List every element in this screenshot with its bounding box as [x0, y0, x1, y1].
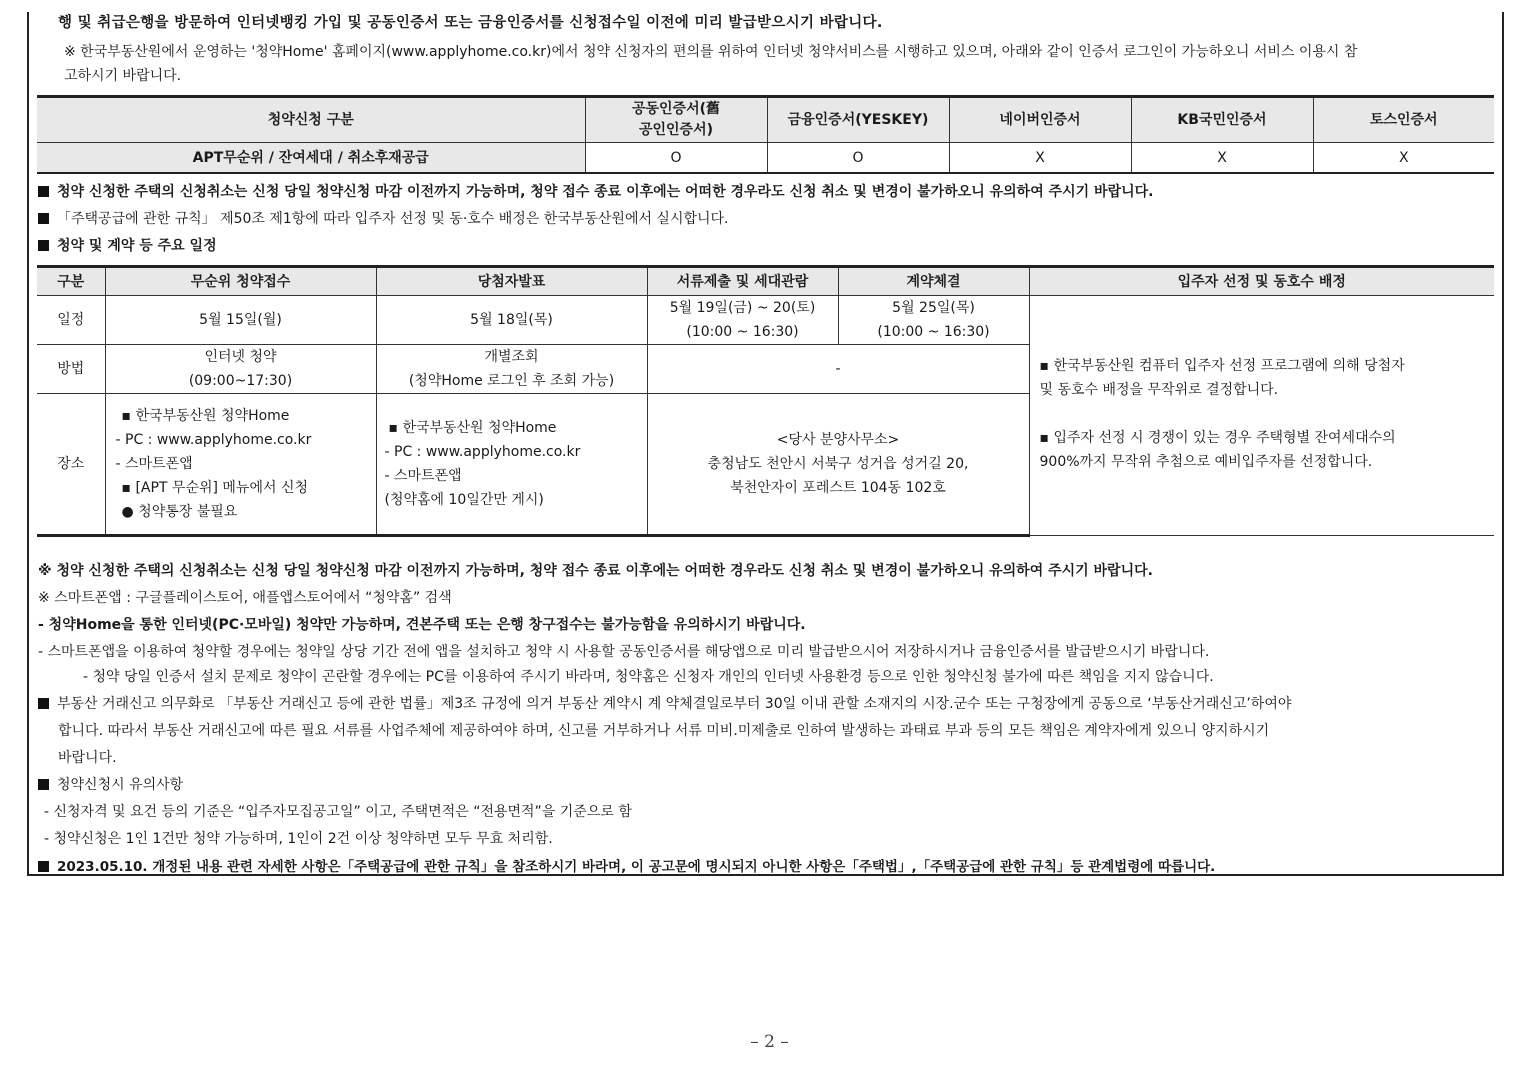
cert-header-joint	[585, 97, 767, 143]
bottom-note-12	[38, 857, 1215, 877]
schedule-header-selection: 입주자 선정 및 동호수 배정	[1029, 267, 1494, 296]
bottom-note-6	[38, 694, 1291, 714]
intro-line-1	[58, 13, 883, 33]
date-contract	[838, 296, 1029, 345]
cert-header-category: 청약신청 구분	[37, 97, 585, 143]
schedule-heading	[38, 236, 217, 256]
method-application-line2: (09:00~17:30)	[188, 373, 293, 389]
bottom-note-7: 합니다. 따라서 부동산 거래신고에 따른 필요 서류를 사업주체에 제공하여야 하며, 신고를 거부하거나 서류 미비.미제출로 인하여 발생하는 과태료 부과 등의 모든 책임은 계약자에게 있으니 양지하시기	[58, 723, 1270, 739]
bottom-note-6-text: 부동산 거래신고 의무화로 「부동산 거래신고 등에 관한 법률」제3조 규정에 의거 부동산 계약시 계 약체결일로부터 30일 이내 관할 소재지의 시장.군수 또는 구청장에게 공동으로 ‘부동산거래신고’하여야	[57, 696, 1292, 712]
place-announcement-line4: (청약홈에 10일간만 게시)	[384, 492, 544, 508]
cert-value-financial: O	[767, 143, 949, 174]
intro-line-3: 고하시기 바랍니다.	[64, 68, 182, 84]
notice-rule	[38, 209, 729, 229]
place-application-line2: - PC : www.applyhome.co.kr	[115, 432, 312, 448]
schedule-header-contract: 계약체결	[838, 267, 1029, 296]
certificate-table	[37, 95, 1494, 174]
schedule-row-date	[37, 296, 1494, 345]
square-bullet-icon	[38, 186, 49, 197]
place-application-line5: ● 청약통장 불필요	[121, 504, 238, 520]
cert-header-kb: KB국민인증서	[1131, 97, 1313, 143]
bottom-note-10: - 신청자격 및 요건 등의 기준은 “입주자모집공고일” 이고, 주택면적은 “전용면적”을 기준으로 함	[44, 804, 632, 820]
place-office-line1: <당사 분양사무소>	[776, 432, 900, 448]
bottom-note-4: - 스마트폰앱을 이용하여 청약할 경우에는 청약일 상당 기간 전에 앱을 설치하고 청약 시 사용할 공동인증서를 해당앱으로 미리 발급받으시어 저장하시거나 금융인증서를 발급받으시기 바랍니다.	[38, 644, 1210, 660]
selection-para1-line1: ▪ 한국부동산원 컴퓨터 입주자 선정 프로그램에 의해 당첨자	[1039, 358, 1405, 374]
cert-value-naver: X	[949, 143, 1131, 174]
notice-rule-text: 「주택공급에 관한 규칙」 제50조 제1항에 따라 입주자 선정 및 동·호수 배정은 한국부동산원에서 실시합니다.	[57, 211, 729, 227]
cert-row-label: APT무순위 / 잔여세대 / 취소후재공급	[37, 143, 585, 174]
method-application	[105, 345, 376, 394]
method-announcement	[376, 345, 647, 394]
intro-line-1-text: 행 및 취급은행을 방문하여 인터넷뱅킹 가입 및 공동인증서 또는 금융인증서를 신청접수일 이전에 미리 발급받으시기 바랍니다.	[58, 15, 883, 31]
certificate-header-row	[37, 97, 1494, 143]
cert-value-toss: X	[1313, 143, 1494, 174]
method-announcement-line1: 개별조회	[484, 349, 539, 365]
bottom-note-12-text: 2023.05.10. 개정된 내용 관련 자세한 사항은「주택공급에 관한 규칙」을 참조하시기 바라며, 이 공고문에 명시되지 아니한 사항은「주택법」,「주택공급에 관한 규칙」등 관계법령에 따릅니다.	[57, 859, 1216, 875]
schedule-table	[37, 265, 1494, 537]
square-bullet-icon	[38, 779, 49, 790]
schedule-header-application: 무순위 청약접수	[105, 267, 376, 296]
place-office-line2: 충청남도 천안시 서북구 성거읍 성거길 20,	[707, 456, 969, 472]
bottom-note-2: ※ 스마트폰앱 : 구글플레이스토어, 애플앱스토어에서 “청약홈” 검색	[38, 590, 452, 606]
date-contract-line2: (10:00 ~ 16:30)	[877, 324, 990, 340]
schedule-header-row	[37, 267, 1494, 296]
bottom-note-1: ※ 청약 신청한 주택의 신청취소는 신청 당일 청약신청 마감 이전까지 가능하며, 청약 접수 종료 이후에는 어떠한 경우라도 신청 취소 및 변경이 불가하오니 유의하여 주시기 바랍니다.	[38, 563, 1153, 579]
bottom-note-9	[38, 775, 183, 795]
selection-para2-line2: 900%까지 무작위 추첨으로 예비입주자를 선정합니다.	[1039, 454, 1373, 470]
method-documents-contract: -	[647, 345, 1029, 394]
row-label-date: 일정	[37, 296, 105, 345]
selection-para2-line1: ▪ 입주자 선정 시 경쟁이 있는 경우 주택형별 잔여세대수의	[1039, 430, 1396, 446]
square-bullet-icon	[38, 240, 49, 251]
certificate-value-row	[37, 143, 1494, 174]
intro-line-2: ※ 한국부동산원에서 운영하는 '청약Home' 홈페이지(www.applyhome.co.kr)에서 청약 신청자의 편의를 위하여 인터넷 청약서비스를 시행하고 있으며, 아래와 같이 인증서 로그인이 가능하오니 서비스 이용시 참	[64, 44, 1358, 60]
bottom-note-11: - 청약신청은 1인 1건만 청약 가능하며, 1인이 2건 이상 청약하면 모두 무효 처리함.	[44, 831, 553, 847]
page-number: – 2 –	[750, 1032, 789, 1052]
place-application-line4: ▪ [APT 무순위] 메뉴에서 신청	[121, 480, 308, 496]
notice-cancel-text: 청약 신청한 주택의 신청취소는 신청 당일 청약신청 마감 이전까지 가능하며, 청약 접수 종료 이후에는 어떠한 경우라도 신청 취소 및 변경이 불가하오니 유의하여 주시기 바랍니다.	[57, 184, 1154, 200]
square-bullet-icon	[38, 698, 49, 709]
square-bullet-icon	[38, 213, 49, 224]
cert-value-kb: X	[1131, 143, 1313, 174]
schedule-header-category: 구분	[37, 267, 105, 296]
cert-header-toss: 토스인증서	[1313, 97, 1494, 143]
square-bullet-icon	[38, 861, 49, 872]
date-contract-line1: 5월 25일(목)	[892, 300, 975, 316]
date-documents-line2: (10:00 ~ 16:30)	[686, 324, 799, 340]
bottom-note-3: - 청약Home을 통한 인터넷(PC·모바일) 청약만 가능하며, 견본주택 또는 은행 창구접수는 불가능함을 유의하시기 바랍니다.	[38, 617, 806, 633]
schedule-heading-text: 청약 및 계약 등 주요 일정	[57, 238, 217, 254]
place-announcement-line1: ▪ 한국부동산원 청약Home	[388, 420, 557, 436]
place-application-line1: ▪ 한국부동산원 청약Home	[121, 408, 290, 424]
cert-header-joint-line2: 공인인증서)	[638, 122, 714, 138]
date-documents	[647, 296, 838, 345]
place-office	[647, 394, 1029, 536]
bottom-note-5: - 청약 당일 인증서 설치 문제로 청약이 곤란할 경우에는 PC를 이용하여 주시기 바라며, 청약홈은 신청자 개인의 인터넷 사용환경 등으로 인한 청약신청 불가에 따른 책임을 지지 않습니다.	[83, 669, 1214, 685]
cert-header-joint-line1: 공동인증서(舊	[631, 101, 721, 117]
method-announcement-line2: (청약Home 로그인 후 조회 가능)	[408, 373, 615, 389]
cert-header-financial: 금융인증서(YESKEY)	[767, 97, 949, 143]
place-application-line3: - 스마트폰앱	[115, 456, 193, 472]
schedule-header-documents: 서류제출 및 세대관람	[647, 267, 838, 296]
place-announcement-line3: - 스마트폰앱	[384, 468, 462, 484]
place-application	[105, 394, 376, 536]
row-label-place: 장소	[37, 394, 105, 536]
bottom-note-8: 바랍니다.	[58, 750, 117, 766]
selection-cell	[1029, 296, 1494, 536]
place-announcement	[376, 394, 647, 536]
selection-para1-line2: 및 동호수 배정을 무작위로 결정합니다.	[1039, 382, 1279, 398]
date-application: 5월 15일(월)	[105, 296, 376, 345]
method-application-line1: 인터넷 청약	[204, 349, 277, 365]
row-label-method: 방법	[37, 345, 105, 394]
notice-cancel-bold	[38, 182, 1153, 202]
place-announcement-line2: - PC : www.applyhome.co.kr	[384, 444, 581, 460]
schedule-header-announcement: 당첨자발표	[376, 267, 647, 296]
bottom-note-9-text: 청약신청시 유의사항	[57, 777, 184, 793]
date-documents-line1: 5월 19일(금) ~ 20(토)	[669, 300, 816, 316]
cert-value-joint: O	[585, 143, 767, 174]
date-announcement: 5월 18일(목)	[376, 296, 647, 345]
place-office-line3: 북천안자이 포레스트 104동 102호	[730, 480, 946, 496]
cert-header-naver: 네이버인증서	[949, 97, 1131, 143]
